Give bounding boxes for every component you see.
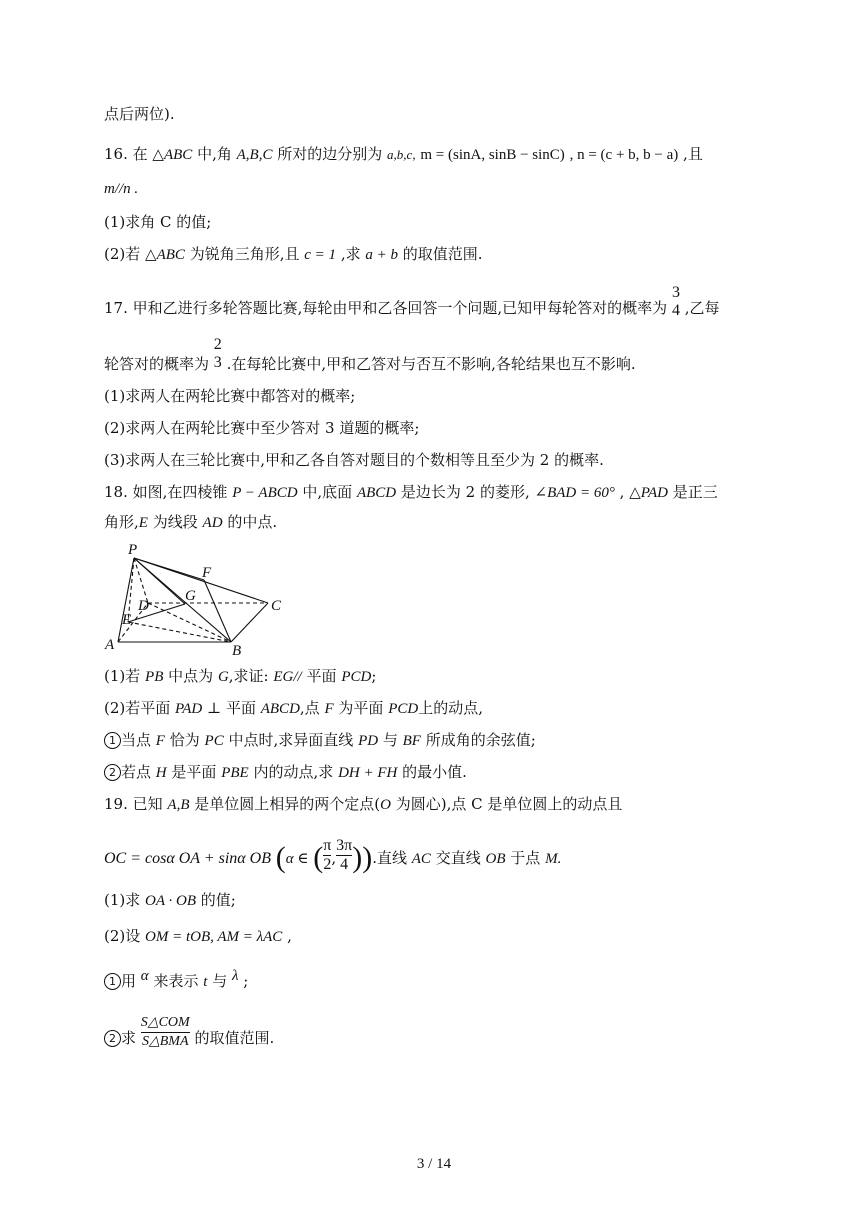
q17-part1: (1)求两人在两轮比赛中都答对的概率; <box>104 387 356 405</box>
q18-s1-pc: PC <box>204 733 224 749</box>
q18-base: ABCD <box>356 485 397 501</box>
q19-s1-end: ; <box>243 972 249 990</box>
q18-line2 <box>104 512 277 533</box>
q19-part1 <box>104 890 236 911</box>
q18-s2-mid: 是平面 <box>171 763 217 781</box>
q19-p2-prefix: (2)设 <box>104 927 141 945</box>
q17-frac2 <box>214 336 222 372</box>
q19-oc-expr: OC = cosα OA + sinα OB <box>104 850 271 867</box>
q16-prefix: 16. 在 <box>104 145 148 163</box>
q19-p1-expr: OA · OB <box>145 893 197 909</box>
q19-line2-mid: 交直线 <box>435 849 481 867</box>
q19-big-paren-close: )) <box>352 841 373 874</box>
q18-line2-end: 的中点. <box>227 513 278 531</box>
q18-prefix: 18. 如图,在四棱锥 <box>104 483 228 501</box>
label-c: C <box>271 598 282 614</box>
q18-circled-2: 2 <box>104 764 121 781</box>
q19-p2-expr: OM = tOB, AM = λAC <box>145 929 283 945</box>
q18-s1-mid2: 中点时,求异面直线 <box>228 731 354 749</box>
q19-s2-end: 的取值范围. <box>194 1029 275 1047</box>
q18-s1-end: 所成角的余弦值; <box>425 731 536 749</box>
label-f: F <box>202 565 212 581</box>
q18-line2-mid: 为线段 <box>152 513 198 531</box>
q18-p2-perp: ⊥ <box>207 701 222 717</box>
q18-s1-prefix: 当点 <box>121 731 152 749</box>
q17-part2: (2)求两人在两轮比赛中至少答对 3 道题的概率; <box>104 419 420 437</box>
q17-frac1-den: 4 <box>671 302 680 319</box>
q16-p2-ab: a + b <box>365 247 398 263</box>
q19-big-paren-open2: ( <box>313 841 324 874</box>
q19-frac-lo-num: π <box>323 837 332 854</box>
q19-s1-t: t <box>203 974 208 990</box>
label-e: E <box>122 612 132 628</box>
q16-text2: 所对的边分别为 <box>277 145 383 163</box>
q16-p2-text: 为锐角三角形,且 <box>189 245 300 263</box>
q19-p2-end: , <box>287 927 292 945</box>
q18-s2-expr: DH + FH <box>338 765 398 781</box>
q18-part1 <box>104 666 376 687</box>
q18-s2-mid2: 内的动点,求 <box>253 763 334 781</box>
q18-line1 <box>104 482 718 503</box>
top-line: 点后两位). <box>104 105 175 123</box>
q19-circled-1: 1 <box>104 973 121 990</box>
q18-p1-g: G <box>217 669 229 685</box>
q19-m: M. <box>545 851 562 867</box>
q18-circled-1: 1 <box>104 732 121 749</box>
q19-sub1 <box>104 966 248 992</box>
q17-frac2-num: 2 <box>213 336 222 353</box>
q18-s1-f: F <box>155 733 165 749</box>
q17-part3: (3)求两人在三轮比赛中,甲和乙各自答对题目的个数相等且至少为 2 的概率. <box>104 451 604 469</box>
q18-text2: 是边长为 2 的菱形, <box>400 483 530 501</box>
q17-end: ,乙每 <box>684 299 720 317</box>
q18-part2 <box>104 698 483 719</box>
q19-s1-mid2: 与 <box>212 972 228 990</box>
q18-p2-abcd: ABCD <box>260 701 300 717</box>
q16-part2 <box>104 244 483 265</box>
q18-p1-mid2: ,求证: <box>228 667 269 685</box>
q18-p1-end: ; <box>371 667 377 685</box>
q18-p1-pcd: PCD <box>341 669 372 685</box>
q18-ad: AD <box>202 515 223 531</box>
q19-s2-frac <box>141 1014 190 1051</box>
q16-sides: a,b,c, <box>387 147 416 162</box>
q19-s1-alpha: α <box>140 968 149 984</box>
q18-sub2 <box>104 762 467 783</box>
q16-p2-text2: ,求 <box>340 245 361 263</box>
q16-angles: A,B,C <box>236 147 273 163</box>
q18-angle: ∠BAD = 60° <box>534 485 615 501</box>
q18-end: 是正三 <box>672 483 718 501</box>
q19-line2: OC = cosα OA + sinα OB (α ∈ ( $\frac{\pi}{2}$ , $\frac{3\pi}{4}$ )).直线 AC 交直线 OB 于点 M. <box>104 837 562 874</box>
q16-part1: (1)求角 C 的值; <box>104 213 212 231</box>
q19-s1-prefix: 用 <box>121 972 137 990</box>
q19-frac-lo <box>323 837 331 874</box>
q17-frac1-num: 3 <box>671 284 680 301</box>
q17-line2-end: .在每轮比赛中,甲和乙答对与否互不影响,各轮结果也互不影响. <box>226 355 636 373</box>
q18-p2-mid2: ,点 <box>299 699 320 717</box>
q19-line1 <box>104 794 622 815</box>
q16-p2-c: c = 1 <box>304 247 337 263</box>
q16-p2-end: 的取值范围. <box>402 245 483 263</box>
q16-parallel: m//n . <box>104 181 139 197</box>
q16-n-vector: , n = (c + b, b − a) <box>569 147 679 163</box>
q16-p2-prefix: (2)若 <box>104 245 141 263</box>
q17-frac2-den: 3 <box>213 354 222 371</box>
q18-p1-mid3: 平面 <box>306 667 337 685</box>
q19-ob: OB <box>485 851 506 867</box>
q19-frac-hi-num: 3π <box>336 837 353 854</box>
q19-mid2: 为圆心),点 C 是单位圆上的动点且 <box>395 795 623 813</box>
q16-text: 中,角 <box>197 145 232 163</box>
q18-s1-mid: 恰为 <box>169 731 200 749</box>
q17-line1 <box>104 284 720 320</box>
q18-s2-end: 的最小值. <box>402 763 467 781</box>
q18-p2-pad: PAD <box>175 701 203 717</box>
q19-s2-frac-den: S△BMA <box>141 1034 189 1049</box>
q19-part2 <box>104 926 292 947</box>
q19-frac-lo-den: 2 <box>323 856 332 873</box>
q19-s1-mid: 来表示 <box>153 972 199 990</box>
q18-p1-eg: EG// <box>273 669 302 685</box>
q16-p2-triangle: △ABC <box>145 247 185 263</box>
q19-s2-frac-num: S△COM <box>141 1014 190 1033</box>
q18-e: E <box>138 515 148 531</box>
q19-line2-prefix: .直线 <box>372 849 407 867</box>
q18-s2-h: H <box>155 765 167 781</box>
q18-sub1 <box>104 730 536 751</box>
label-d: D <box>138 598 149 614</box>
q17-prefix: 17. 甲和乙进行多轮答题比赛,每轮由甲和乙各回答一个问题,已知甲每轮答对的概率为 <box>104 299 668 317</box>
q18-triangle: △PAD <box>629 485 668 501</box>
label-p: P <box>128 542 138 558</box>
q16-line2 <box>104 178 138 199</box>
q17-frac1 <box>672 284 680 320</box>
q19-p1-end: 的值; <box>200 891 236 909</box>
q16-line1 <box>104 144 703 165</box>
q19-alpha-in: α ∈ <box>285 851 309 867</box>
q18-text: 中,底面 <box>302 483 353 501</box>
q19-line2-mid2: 于点 <box>510 849 541 867</box>
q19-ac: AC <box>411 851 431 867</box>
q18-p2-mid: 平面 <box>225 699 256 717</box>
q18-line2-prefix: 角形, <box>104 513 139 531</box>
q18-p2-prefix: (2)若平面 <box>104 699 171 717</box>
q19-p1-prefix: (1)求 <box>104 891 141 909</box>
q19-ab: A,B <box>167 797 190 813</box>
q16-end: ,且 <box>683 145 703 163</box>
q18-p1-pb: PB <box>145 669 164 685</box>
q17-line2 <box>104 336 636 374</box>
page-number: 3 / 14 <box>416 1156 452 1172</box>
q18-p2-f: F <box>324 701 334 717</box>
label-a: A <box>105 637 115 653</box>
q18-p2-pcd: PCD <box>388 701 419 717</box>
q18-s1-bf: BF <box>402 733 421 749</box>
q19-frac-hi <box>336 837 352 874</box>
q19-sub2 <box>104 1015 275 1051</box>
q16-m-vector: m = (sinA, sinB − sinC) <box>420 147 565 163</box>
label-g: G <box>185 588 196 604</box>
q18-s1-mid3: 与 <box>382 731 398 749</box>
q19-frac-hi-den: 4 <box>340 856 349 873</box>
q18-s2-pbe: PBE <box>221 765 249 781</box>
q19-o: O <box>380 797 391 813</box>
q18-s2-prefix: 若点 <box>121 763 152 781</box>
q18-p1-mid: 中点为 <box>168 667 214 685</box>
q19-prefix: 19. 已知 <box>104 795 163 813</box>
q19-s2-prefix: 求 <box>121 1029 137 1047</box>
q18-p2-end: 上的动点, <box>418 699 483 717</box>
q18-p1-prefix: (1)若 <box>104 667 141 685</box>
q18-pyramid: P − ABCD <box>232 485 298 501</box>
q16-triangle: △ABC <box>152 147 193 163</box>
label-b: B <box>232 643 242 659</box>
q18-s1-pd: PD <box>358 733 379 749</box>
q19-circled-2: 2 <box>104 1030 121 1047</box>
q18-comma: , <box>619 483 625 501</box>
pyramid-figure <box>100 540 300 660</box>
q19-big-paren-open: ( <box>275 841 286 874</box>
q19-mid: 是单位圆上相异的两个定点( <box>194 795 381 813</box>
q18-p2-mid3: 为平面 <box>338 699 384 717</box>
q17-line2-prefix: 轮答对的概率为 <box>104 355 210 373</box>
q19-s1-lambda: λ <box>232 968 239 984</box>
